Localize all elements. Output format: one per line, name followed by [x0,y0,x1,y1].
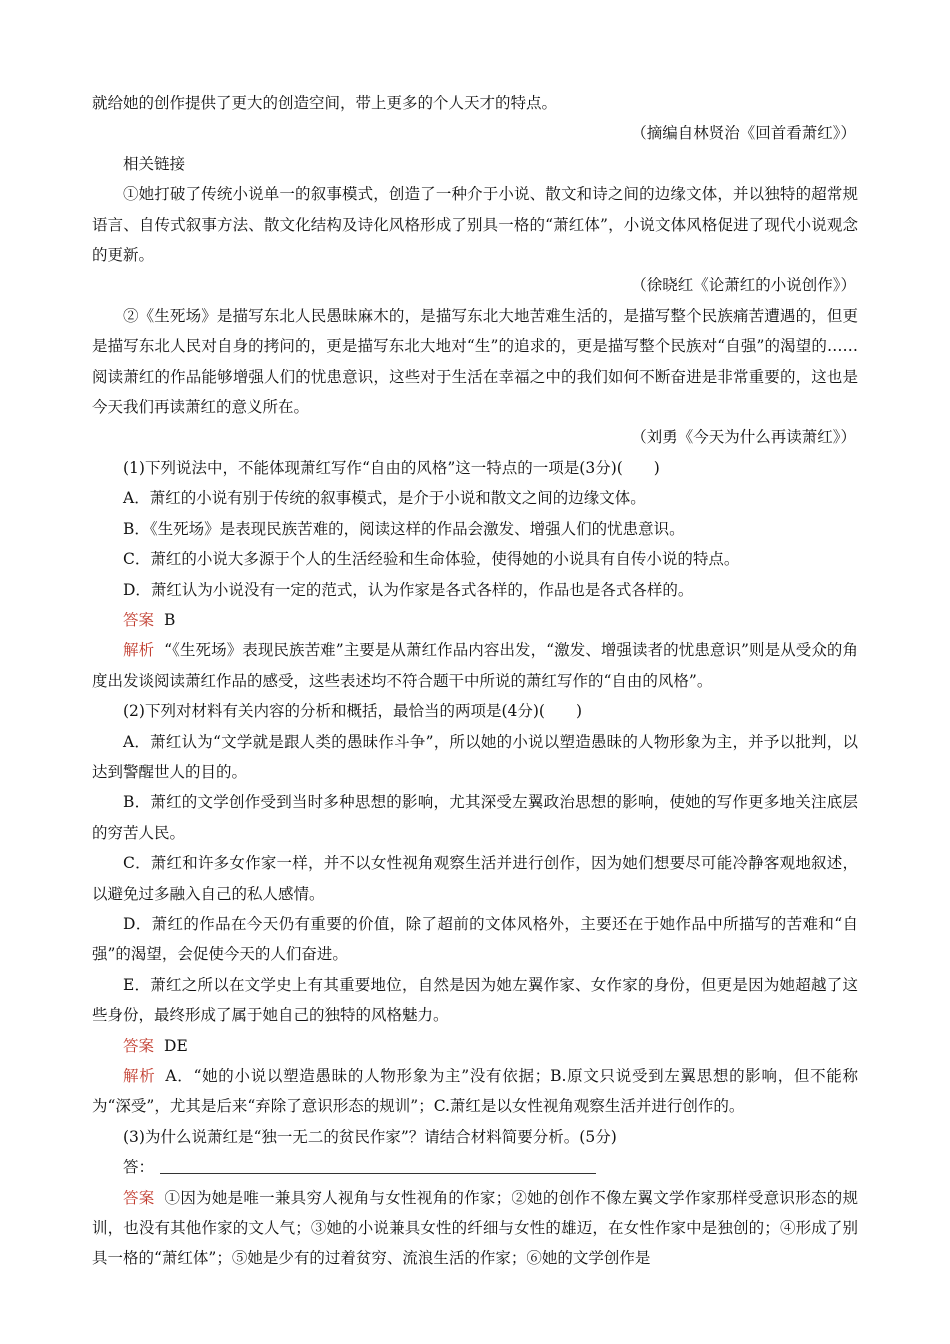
q2-answer-label: 答案 [123,1036,155,1055]
q2-option-a: A．萧红认为“文学就是跟人类的愚昧作斗争”，所以她的小说以塑造愚昧的人物形象为主，并予以批判，以达到警醒世人的目的。 [92,732,858,781]
q2-analysis-label: 解析 [123,1067,156,1085]
q1-analysis: “《生死场》表现民族苦难”主要是从萧红作品内容出发，“激发、增强读者的忧患意识”则是从受众的角度出发谈阅读萧红作品的感受，这些表述均不符合题干中所说的萧红写作的“自由的风格”。 [92,641,858,690]
q2-answer-row [92,1031,858,1061]
q2-analysis-row [92,1061,858,1122]
q1-answer: B [164,610,176,629]
q1-option-a: A．萧红的小说有别于传统的叙事模式，是介于小说和散文之间的边缘文体。 [123,489,646,508]
q3-answer-blank[interactable] [160,1155,596,1174]
q1-stem: (1)下列说法中，不能体现萧红写作“自由的风格”这一特点的一项是(3分)( ) [123,458,660,477]
q3-stem: (3)为什么说萧红是“独一无二的贫民作家”？请结合材料简要分析。(5分) [123,1127,617,1146]
q2-option-c: C．萧红和许多女作家一样，并不以女性视角观察生活并进行创作，因为她们想要尽可能冷静客观地叙述，以避免过多融入自己的私人感情。 [92,854,858,903]
q1-answer-row [92,605,858,635]
q3-answer: ①因为她是唯一兼具穷人视角与女性视角的作家；②她的创作不像左翼文学作家那样受意识形态的规训，也没有其他作家的文人气；③她的小说兼具女性的纤细与女性的雄迈，在女性作家中是独创的；④形成了别具一格的“萧红体”；⑤她是少有的过着贫穷、流浪生活的作家；⑥她的文学创作是 [92,1188,858,1268]
q1-answer-label: 答案 [123,610,155,629]
q2-stem: (2)下列对材料有关内容的分析和概括，最恰当的两项是(4分)( ) [123,702,583,721]
source-citation-3: （刘勇《今天为什么再读萧红》） [631,428,856,447]
q2-option-b: B．萧红的文学创作受到当时多种思想的影响，尤其深受左翼政治思想的影响，使她的写作更多地关注底层的穷苦人民。 [92,793,858,842]
q3-reply-row [92,1152,858,1182]
q2-option-d: D．萧红的作品在今天仍有重要的价值，除了超前的文体风格外，主要还在于她作品中所描写的苦难和“自强”的渴望，会促使今天的人们奋进。 [92,914,858,964]
source-citation-2: （徐晓红《论萧红的小说创作》） [631,276,856,295]
q3-answer-label: 答案 [123,1188,155,1207]
q1-option-b: B．《生死场》是表现民族苦难的，阅读这样的作品会激发、增强人们的忧患意识。 [123,519,685,538]
q1-option-d: D．萧红认为小说没有一定的范式，认为作家是各式各样的，作品也是各式各样的。 [123,580,694,599]
q2-answer: DE [164,1036,188,1055]
document-page [92,88,858,1274]
q3-reply-label: 答： [123,1158,155,1177]
q1-analysis-label: 解析 [123,641,155,660]
intro-tail: 就给她的创作提供了更大的创造空间，带上更多的个人天才的特点。 [92,94,558,112]
link-paragraph-2: ②《生死场》是描写东北人民愚昧麻木的，是描写东北大地苦难生活的，是描写整个民族痛苦遭遇的，但更是描写东北人民对自身的拷问的，更是描写东北大地对“生”的追求的，更是描写整个民族对“自强”的渴望的……阅读萧红的作品能够增强人们的忧患意识，这些对于生活在幸福之中的我们如何不断奋进是非常重要的，这也是今天我们再读萧红的意义所在。 [92,306,858,417]
q1-analysis-row [92,635,858,696]
source-citation-1: （摘编自林贤治《回首看萧红》） [631,124,856,143]
q1-option-c: C．萧红的小说大多源于个人的生活经验和生命体验，使得她的小说具有自传小说的特点。 [123,550,740,569]
link-paragraph-1: ①她打破了传统小说单一的叙事模式，创造了一种介于小说、散文和诗之间的边缘文体，并以独特的超常规语言、自传式叙事方法、散文化结构及诗化风格形成了别具一格的“萧红体”，小说文体风格促进了现代小说观念的更新。 [92,185,858,265]
q2-analysis: A．“她的小说以塑造愚昧的人物形象为主”没有依据；B.原文只说受到左翼思想的影响，但不能称为“深受”，尤其是后来“弃除了意识形态的规训”；C.萧红是以女性视角观察生活并进行创作的。 [92,1067,858,1116]
q3-answer-row [92,1183,858,1274]
q2-option-e: E．萧红之所以在文学史上有其重要地位，自然是因为她左翼作家、女作家的身份，但更是因为她超越了这些身份，最终形成了属于她自己的独特的风格魅力。 [92,975,858,1025]
links-heading: 相关链接 [123,154,186,173]
